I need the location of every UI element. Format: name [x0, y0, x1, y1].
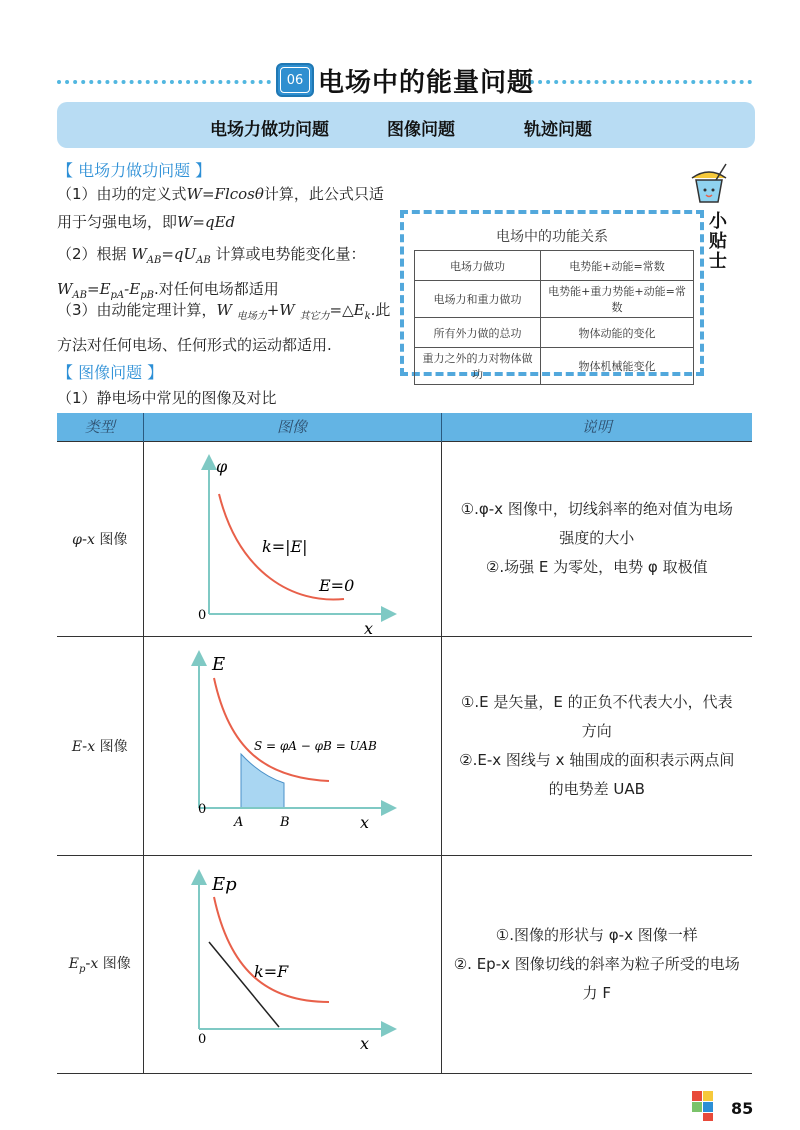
slope-note: k=|E|: [261, 536, 308, 556]
phi-x-graph-cell: [143, 441, 441, 636]
tip-title: 电场中的功能关系: [496, 229, 608, 245]
tab-graphs[interactable]: 图像问题: [387, 120, 455, 140]
desc-line: ①.E 是矢量，E 的正负不代表大小，代表方向: [460, 692, 733, 740]
desc-line: ①.φ-x 图像中，切线斜率的绝对值为电场强度的大小: [460, 500, 733, 547]
graph-table-header: [57, 413, 752, 441]
x-label: x: [359, 1034, 369, 1053]
tip-row: [415, 318, 694, 348]
zero-field-note: E=0: [318, 575, 354, 595]
desc-line: ②. Ep-x 图像切线的斜率为粒子所受的电场力 F: [453, 954, 740, 1002]
topic-bar: [57, 102, 755, 148]
tip-cell: 所有外力做的总功: [415, 318, 541, 348]
ep-x-graph: [144, 857, 441, 1071]
header-desc: 说明: [441, 413, 752, 441]
y-label: φ: [215, 456, 227, 476]
row-type-ep: $E_p-x$ 图像: [57, 855, 143, 1073]
tab-trajectory[interactable]: 轨迹问题: [524, 120, 592, 140]
point-b: B: [279, 815, 290, 830]
table-row: [57, 855, 752, 1073]
p3-text-b: 此方法对任何电场、任何形式的运动都适用.: [57, 301, 391, 354]
e-x-graph-cell: [143, 636, 441, 855]
tip-side-label: 小贴士: [709, 211, 727, 272]
chapter-number: 06: [280, 67, 310, 93]
point-a: A: [233, 815, 243, 830]
page-title: 电场中的能量问题: [318, 68, 535, 98]
row-type-phi: φ-x 图像: [57, 441, 143, 636]
drink-mascot-icon: [684, 160, 734, 208]
row-type-e: E-x 图像: [57, 636, 143, 855]
p2-text-c: .对任何电场都适用: [153, 280, 279, 298]
ep-x-description: [441, 855, 752, 1073]
origin-label: 0: [197, 802, 206, 817]
e-curve: [214, 678, 329, 781]
paragraph-2: （2）根据 $W_{AB}=qU_{AB}$ 计算或电势能变化量： $W_{AB}=E_{pA}-E_{pB}$.对任何电场都适用: [57, 245, 366, 301]
desc-line: ②.E-x 图线与 x 轴围成的面积表示两点间的电势差 UAB: [459, 750, 735, 798]
section-heading-graphs: 【 图像问题 】: [57, 363, 164, 382]
table-row: [57, 636, 752, 855]
tip-cell: 物体机械能变化: [541, 348, 694, 385]
p1-formula: W=Flcosθ: [186, 185, 264, 203]
p1-text-a: （1）由功的定义式: [57, 185, 187, 203]
header-graph: 图像: [143, 413, 441, 441]
graph-table: [57, 413, 752, 1074]
y-label: E: [211, 654, 225, 675]
x-label: x: [363, 618, 373, 634]
ep-x-graph-cell: [143, 855, 441, 1073]
area-formula: S = φA − φB = UAB: [253, 739, 377, 753]
tip-cell: 电场力和重力做功: [415, 281, 541, 318]
tip-row: [415, 251, 694, 281]
section-heading-work: 【 电场力做功问题 】: [57, 161, 212, 180]
e-x-graph: [144, 638, 441, 853]
header-dots-left: [57, 80, 271, 84]
tip-row: [415, 281, 694, 318]
p3-text-a: （3）由动能定理计算，: [57, 301, 217, 319]
desc-line: ②.场强 E 为零处，电势 φ 取极值: [485, 558, 708, 576]
phi-x-description: [441, 441, 752, 636]
tip-cell: 电势能+重力势能+动能=常数: [541, 281, 694, 318]
tip-table: [414, 250, 694, 385]
tip-cell: 重力之外的力对物体做功: [415, 348, 541, 385]
p2-text-a: （2）根据: [57, 245, 127, 263]
tip-cell: 物体动能的变化: [541, 318, 694, 348]
tangent-line: [209, 942, 279, 1027]
header-dots-right: [530, 80, 752, 84]
section-graphs-sub: （1）静电场中常见的图像及对比: [57, 389, 277, 407]
tip-box: [400, 210, 704, 381]
p1-text-b: 计算，此公式只适用于匀强电场，即: [57, 185, 384, 231]
slope-note: k=F: [253, 962, 288, 981]
page-logo-icon: [690, 1089, 724, 1123]
header-type: 类型: [57, 413, 143, 441]
p2-text-b: 计算或电势能变化量：: [215, 245, 366, 263]
origin-label: 0: [197, 1032, 206, 1047]
tip-cell: 电场力做功: [415, 251, 541, 281]
e-x-description: [441, 636, 752, 855]
x-label: x: [359, 813, 369, 832]
table-row: [57, 441, 752, 636]
paragraph-1: [57, 180, 397, 236]
tip-row: [415, 348, 694, 385]
chapter-badge: [276, 63, 314, 97]
paragraph-3: （3）由动能定理计算，W $_{电场力}$+W $_{其它力}=\triangle E_k$.此方法对任何电场、任何形式的运动都适用.: [57, 301, 391, 354]
tab-field-work[interactable]: 电场力做功问题: [210, 120, 329, 140]
y-label: Ep: [211, 874, 237, 895]
p1-formula2: W=qEd: [177, 213, 236, 231]
origin-label: 0: [197, 607, 206, 623]
desc-line: ①.图像的形状与 φ-x 图像一样: [495, 925, 698, 944]
ep-curve: [214, 897, 329, 1002]
tip-cell: 电势能+动能=常数: [541, 251, 694, 281]
phi-x-graph: [144, 444, 441, 634]
page-number: 85: [731, 1099, 754, 1118]
